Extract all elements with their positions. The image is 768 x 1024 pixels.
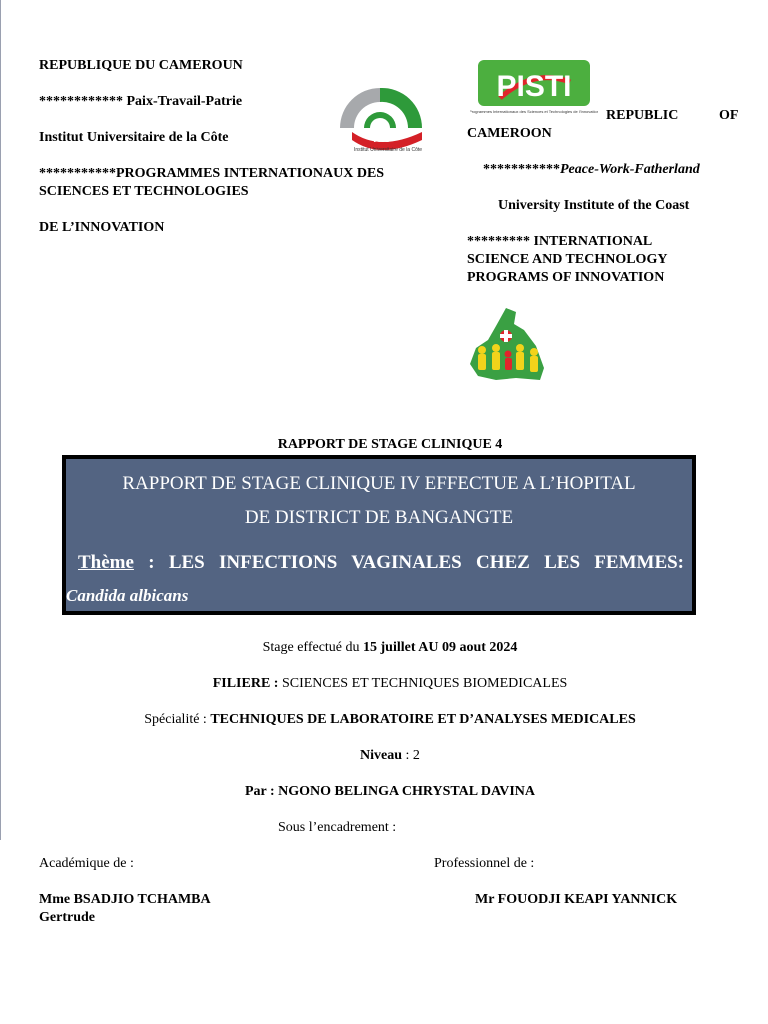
motto-en-text: Peace-Work-Fatherland <box>560 162 700 177</box>
theme-text: LES INFECTIONS VAGINALES CHEZ LES FEMMES: <box>168 552 685 573</box>
stage-period <box>0 639 768 657</box>
filiere-label: FILIERE : <box>212 676 279 691</box>
theme-label: Thème <box>78 552 134 573</box>
report-title-line1: RAPPORT DE STAGE CLINIQUE IV EFFECTUE A L’HOPITAL <box>122 473 636 494</box>
specialite <box>0 711 768 729</box>
program-fr-line1 <box>39 165 384 183</box>
author-name: NGONO BELINGA CHRYSTAL DAVINA <box>278 784 536 799</box>
niveau-label: Niveau <box>360 748 403 763</box>
program-en-text1: INTERNATIONAL <box>533 234 653 249</box>
pisti-logo-caption: Programmes Internationaux des Sciences et Technologies de l'Innovation <box>470 109 598 114</box>
institute-en: University Institute of the Coast <box>498 198 690 213</box>
motto-en-stars: *********** <box>483 162 560 177</box>
author-label: Par : <box>244 784 279 799</box>
program-fr-stars: *********** <box>39 166 116 181</box>
pisti-logo-text: PISTI <box>496 70 572 103</box>
filiere <box>0 675 768 693</box>
professional-name: Mr FOUODJI KEAPI YANNICK <box>475 892 678 907</box>
report-title-box <box>62 455 696 615</box>
supervision-label: Sous l’encadrement : <box>278 820 397 835</box>
niveau-value: : 2 <box>402 748 420 763</box>
niveau <box>0 747 768 765</box>
pisti-logo <box>470 58 598 120</box>
program-fr-line2: SCIENCES ET TECHNOLOGIES <box>39 184 249 199</box>
motto-fr-text: Paix-Travail-Patrie <box>126 94 243 109</box>
country-en-word2: OF <box>719 108 739 123</box>
iuc-logo <box>330 80 430 154</box>
stage-prefix: Stage effectué du <box>262 640 364 655</box>
country-fr: REPUBLIQUE DU CAMEROUN <box>39 58 243 73</box>
iuc-logo-text: IUC <box>373 134 391 145</box>
theme-species: Candida albicans <box>66 586 189 605</box>
program-en-stars: ********* <box>467 234 530 249</box>
professional-label: Professionnel de : <box>434 856 535 871</box>
theme-separator: : <box>133 552 155 573</box>
stage-dates: 15 juillet AU 09 aout 2024 <box>363 640 518 655</box>
specialite-value: TECHNIQUES DE LABORATOIRE ET D’ANALYSES MEDICALES <box>210 712 636 727</box>
program-fr-text1: PROGRAMMES INTERNATIONAUX DES <box>116 166 385 181</box>
motto-fr <box>39 93 242 111</box>
program-en-line1 <box>467 233 652 251</box>
program-en-line2: SCIENCE AND TECHNOLOGY <box>467 252 668 267</box>
institute-fr: Institut Universitaire de la Côte <box>39 130 229 145</box>
academic-label: Académique de : <box>39 856 134 871</box>
country-en-line2: CAMEROON <box>467 126 552 141</box>
academic-name-line1: Mme BSADJIO TCHAMBA <box>39 892 211 907</box>
iuc-logo-ring-text: Institut Universitaire de la Côte <box>353 147 423 153</box>
motto-fr-stars: ************ <box>39 94 123 109</box>
country-en-word1: REPUBLIC <box>606 108 679 123</box>
specialite-label: Spécialité : <box>144 712 211 727</box>
academic-name-line2: Gertrude <box>39 910 95 925</box>
theme-line <box>78 551 684 575</box>
program-fr-line3: DE L’INNOVATION <box>39 220 165 235</box>
motto-en <box>483 161 700 179</box>
program-en-line3: PROGRAMS OF INNOVATION <box>467 270 665 285</box>
cameroon-map-logo <box>466 306 550 384</box>
filiere-value: SCIENCES ET TECHNIQUES BIOMEDICALES <box>278 676 568 691</box>
report-title-line2: DE DISTRICT DE BANGANGTE <box>244 507 514 528</box>
author <box>0 783 768 801</box>
report-subtitle: RAPPORT DE STAGE CLINIQUE 4 <box>277 437 503 452</box>
